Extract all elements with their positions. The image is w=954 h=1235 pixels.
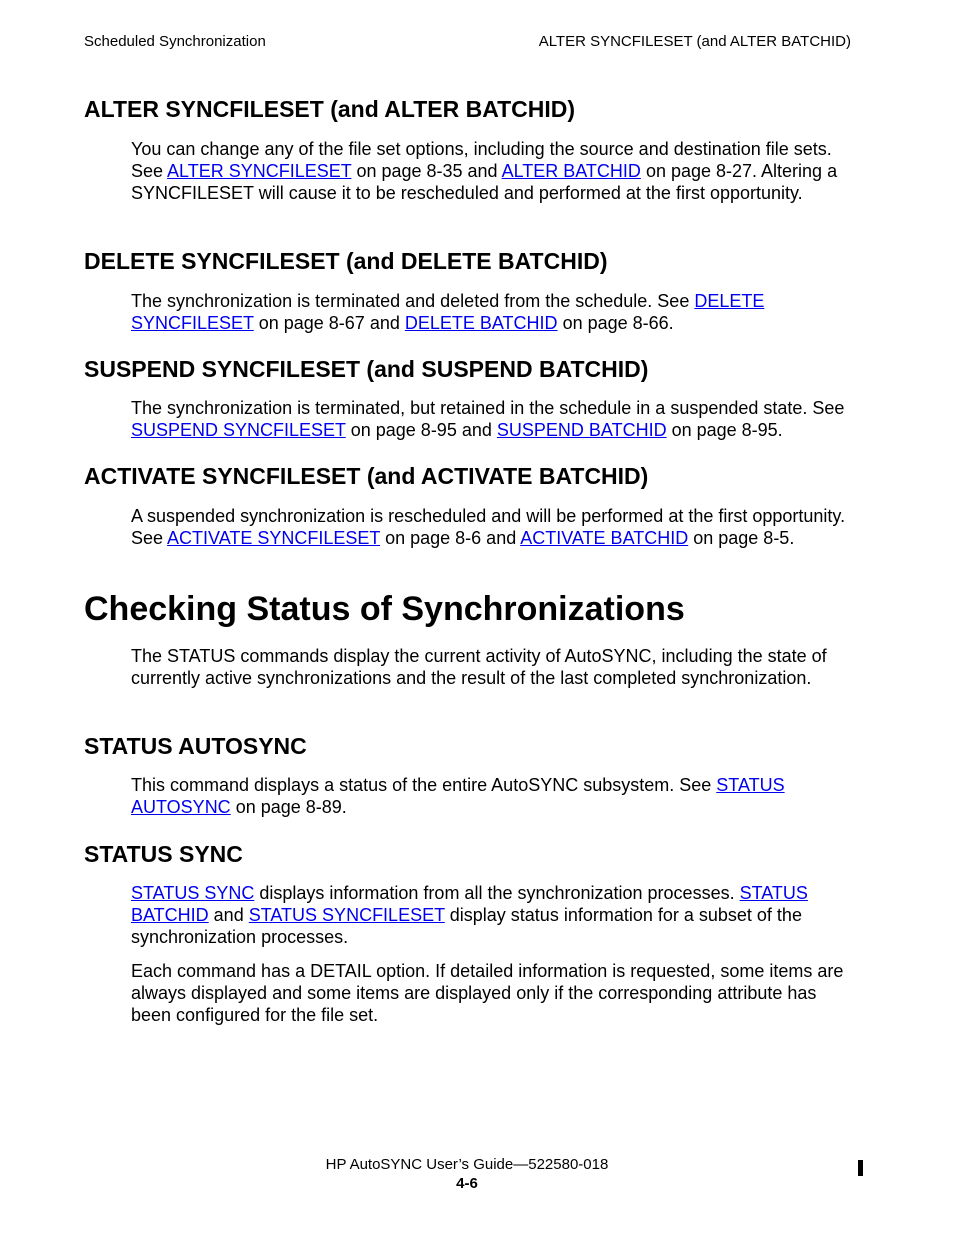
suspend-syncfileset-link[interactable]: SUSPEND SYNCFILESET bbox=[131, 420, 346, 440]
page-number: 4-6 bbox=[456, 1175, 478, 1192]
status-autosync-link[interactable]: STATUS AUTOSYNC bbox=[131, 775, 785, 817]
delete-text-3: on page 8-66. bbox=[557, 313, 674, 333]
suspend-text-2: on page 8-95 and bbox=[345, 420, 497, 440]
delete-heading: DELETE SYNCFILESET (and DELETE BATCHID) bbox=[84, 248, 608, 274]
status-autosync-text-1: This command displays a status of the entire AutoSYNC subsystem. See bbox=[131, 775, 717, 795]
alter-text-1: You can change any of the file set options, including the source and destination file sets. See bbox=[131, 139, 832, 181]
status-sync-text-1: displays information from all the synchronization processes. bbox=[254, 883, 740, 903]
delete-text-1: The synchronization is terminated and deleted from the schedule. See bbox=[131, 291, 695, 311]
status-sync-paragraph bbox=[131, 882, 851, 948]
delete-batchid-link[interactable]: DELETE BATCHID bbox=[404, 313, 558, 333]
detail-option-paragraph: Each command has a DETAIL option. If detailed information is requested, some items are always displayed and some items are displayed only if the corresponding attribute has been configured for the file set. bbox=[131, 961, 844, 1025]
alter-text-3: on page 8-27. Altering a SYNCFILESET will cause it to be rescheduled and performed at the first opportunity. bbox=[131, 161, 838, 203]
running-header-left: Scheduled Synchronization bbox=[84, 33, 266, 50]
activate-syncfileset-link[interactable]: ACTIVATE SYNCFILESET bbox=[167, 528, 381, 548]
alter-heading: ALTER SYNCFILESET (and ALTER BATCHID) bbox=[84, 96, 576, 122]
activate-heading: ACTIVATE SYNCFILESET (and ACTIVATE BATCHID) bbox=[84, 463, 649, 489]
status-sync-text-2: and bbox=[208, 905, 249, 925]
running-header-right: ALTER SYNCFILESET (and ALTER BATCHID) bbox=[538, 33, 851, 50]
activate-text-1: A suspended synchronization is rescheduled and will be performed at the first opportunity. See bbox=[131, 506, 846, 548]
alter-text-2: on page 8-35 and bbox=[351, 161, 502, 181]
suspend-paragraph bbox=[131, 397, 851, 441]
suspend-text-1: The synchronization is terminated, but retained in the schedule in a suspended state. See bbox=[131, 398, 845, 418]
status-sync-link[interactable]: STATUS SYNC bbox=[131, 883, 255, 903]
delete-syncfileset-link[interactable]: DELETE SYNCFILESET bbox=[131, 291, 765, 333]
status-autosync-paragraph bbox=[131, 774, 851, 818]
alter-batchid-link[interactable]: ALTER BATCHID bbox=[501, 161, 641, 181]
delete-paragraph bbox=[131, 290, 851, 334]
alter-syncfileset-link[interactable]: ALTER SYNCFILESET bbox=[167, 161, 352, 181]
checking-status-paragraph: The STATUS commands display the current activity of AutoSYNC, including the state of currently active synchronizations and the result of the last completed synchronization. bbox=[131, 646, 827, 688]
status-sync-text-3: display status information for a subset of the synchronization processes. bbox=[131, 905, 802, 947]
suspend-heading: SUSPEND SYNCFILESET (and SUSPEND BATCHID) bbox=[84, 356, 649, 382]
delete-text-2: on page 8-67 and bbox=[253, 313, 405, 333]
status-syncfileset-link[interactable]: STATUS SYNCFILESET bbox=[248, 905, 445, 925]
status-autosync-heading: STATUS AUTOSYNC bbox=[84, 733, 307, 759]
status-autosync-text-2: on page 8-89. bbox=[230, 797, 347, 817]
activate-batchid-link[interactable]: ACTIVATE BATCHID bbox=[520, 528, 689, 548]
activate-paragraph bbox=[131, 505, 851, 549]
footer-title: HP AutoSYNC User’s Guide—522580-018 bbox=[325, 1156, 609, 1173]
suspend-text-3: on page 8-95. bbox=[666, 420, 783, 440]
status-sync-heading: STATUS SYNC bbox=[84, 841, 243, 867]
suspend-batchid-link[interactable]: SUSPEND BATCHID bbox=[496, 420, 667, 440]
activate-text-2: on page 8-6 and bbox=[380, 528, 521, 548]
change-bar bbox=[858, 1160, 863, 1176]
checking-status-heading: Checking Status of Synchronizations bbox=[84, 590, 685, 628]
status-batchid-link[interactable]: STATUS BATCHID bbox=[131, 883, 808, 925]
alter-paragraph bbox=[131, 138, 851, 204]
activate-text-3: on page 8-5. bbox=[688, 528, 795, 548]
